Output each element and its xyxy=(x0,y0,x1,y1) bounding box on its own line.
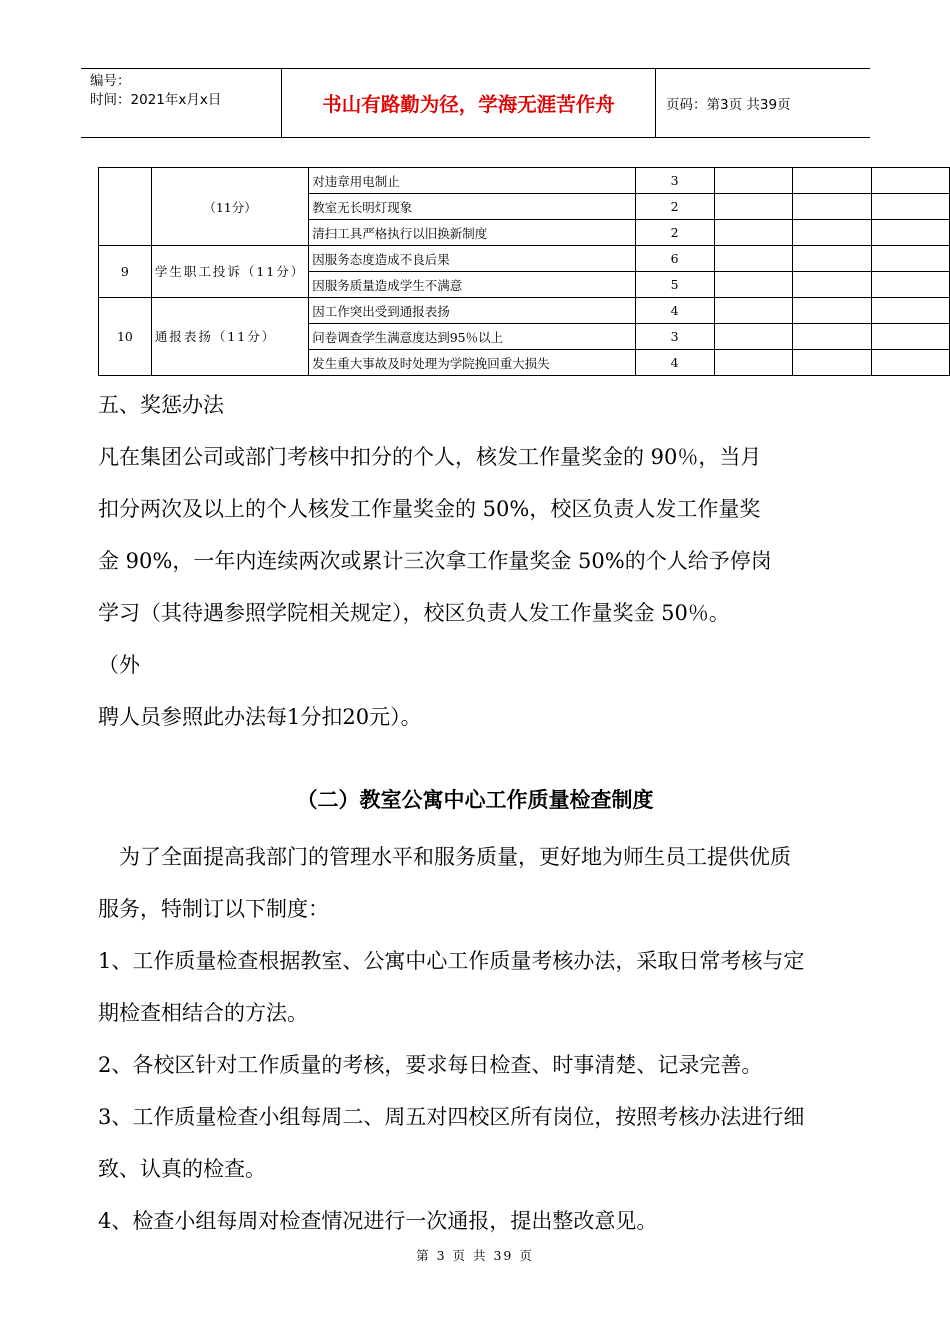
empty-cell xyxy=(793,220,871,246)
section-heading: 五、奖惩办法 xyxy=(98,393,224,417)
paragraph-line: 扣分两次及以上的个人核发工作量奖金的 50%，校区负责人发工作量奖 xyxy=(98,497,761,521)
page-indicator: 页码：第3页 共39页 xyxy=(666,97,791,113)
paragraph-line: 服务，特制订以下制度： xyxy=(98,897,329,921)
motto: 书山有路勤为径，学海无涯苦作舟 xyxy=(281,69,656,137)
empty-cell xyxy=(871,168,949,194)
table-row xyxy=(99,298,950,324)
paragraph-line: 金 90%，一年内连续两次或累计三次拿工作量奖金 50%的个人给予停岗 xyxy=(98,549,772,573)
score-cell: 4 xyxy=(635,350,714,376)
empty-cell xyxy=(871,298,949,324)
paragraph-line: （外 xyxy=(98,653,140,677)
page-header xyxy=(81,68,870,138)
paragraph-line: 致、认真的检查。 xyxy=(98,1157,266,1181)
empty-cell xyxy=(714,350,792,376)
empty-cell xyxy=(793,168,871,194)
item-cell: 因服务质量造成学生不满意 xyxy=(309,272,635,298)
empty-cell xyxy=(793,298,871,324)
row-number xyxy=(99,168,152,246)
row-number: 10 xyxy=(99,298,152,376)
paragraph-line: 4、检查小组每周对检查情况进行一次通报，提出整改意见。 xyxy=(98,1209,658,1233)
paragraph-line: 3、工作质量检查小组每周二、周五对四校区所有岗位，按照考核办法进行细 xyxy=(98,1105,805,1129)
paragraph-line: 学习（其待遇参照学院相关规定），校区负责人发工作量奖金 50％。 xyxy=(98,601,730,625)
empty-cell xyxy=(793,246,871,272)
header-meta xyxy=(81,69,281,137)
empty-cell xyxy=(871,194,949,220)
item-cell: 教室无长明灯现象 xyxy=(309,194,635,220)
category-cell: 通报表扬（11分） xyxy=(151,298,308,376)
item-cell: 对违章用电制止 xyxy=(309,168,635,194)
section5-block xyxy=(98,379,858,743)
item-cell: 发生重大事故及时处理为学院挽回重大损失 xyxy=(309,350,635,376)
number-label: 编号： xyxy=(90,73,131,89)
empty-cell xyxy=(793,272,871,298)
empty-cell xyxy=(871,220,949,246)
score-cell: 2 xyxy=(635,220,714,246)
empty-cell xyxy=(714,220,792,246)
row-number: 9 xyxy=(99,246,152,298)
score-cell: 4 xyxy=(635,298,714,324)
score-cell: 5 xyxy=(635,272,714,298)
empty-cell xyxy=(793,350,871,376)
item-cell: 问卷调查学生满意度达到95％以上 xyxy=(309,324,635,350)
score-cell: 6 xyxy=(635,246,714,272)
empty-cell xyxy=(871,324,949,350)
empty-cell xyxy=(871,350,949,376)
empty-cell xyxy=(714,246,792,272)
table-row xyxy=(99,168,950,194)
score-cell: 3 xyxy=(635,168,714,194)
table-row xyxy=(99,246,950,272)
empty-cell xyxy=(714,194,792,220)
category-cell: （11分） xyxy=(151,168,308,246)
category-cell: 学生职工投诉（11分） xyxy=(151,246,308,298)
paragraph-line: 2、各校区针对工作质量的考核，要求每日检查、时事清楚、记录完善。 xyxy=(98,1053,763,1077)
empty-cell xyxy=(714,324,792,350)
score-cell: 2 xyxy=(635,194,714,220)
section2-block xyxy=(98,831,858,1247)
date-label: 时间：2021年x月x日 xyxy=(90,92,222,108)
page-footer: 第 3 页 共 39 页 xyxy=(416,1248,534,1263)
paragraph-line: 1、工作质量检查根据教室、公寓中心工作质量考核办法，采取日常考核与定 xyxy=(98,949,805,973)
empty-cell xyxy=(714,168,792,194)
item-cell: 因工作突出受到通报表扬 xyxy=(309,298,635,324)
section-title: （二）教室公寓中心工作质量检查制度 xyxy=(296,788,654,812)
paragraph-line: 聘人员参照此办法每1分扣20元）。 xyxy=(98,705,422,729)
paragraph-line: 期检查相结合的方法。 xyxy=(98,1001,308,1025)
assessment-table xyxy=(98,167,950,376)
empty-cell xyxy=(793,324,871,350)
empty-cell xyxy=(793,194,871,220)
paragraph-line: 凡在集团公司或部门考核中扣分的个人，核发工作量奖金的 90％，当月 xyxy=(98,445,762,469)
empty-cell xyxy=(871,246,949,272)
empty-cell xyxy=(714,272,792,298)
item-cell: 清扫工具严格执行以旧换新制度 xyxy=(309,220,635,246)
item-cell: 因服务态度造成不良后果 xyxy=(309,246,635,272)
score-cell: 3 xyxy=(635,324,714,350)
paragraph-line: 为了全面提高我部门的管理水平和服务质量，更好地为师生员工提供优质 xyxy=(98,845,791,869)
empty-cell xyxy=(714,298,792,324)
empty-cell xyxy=(871,272,949,298)
